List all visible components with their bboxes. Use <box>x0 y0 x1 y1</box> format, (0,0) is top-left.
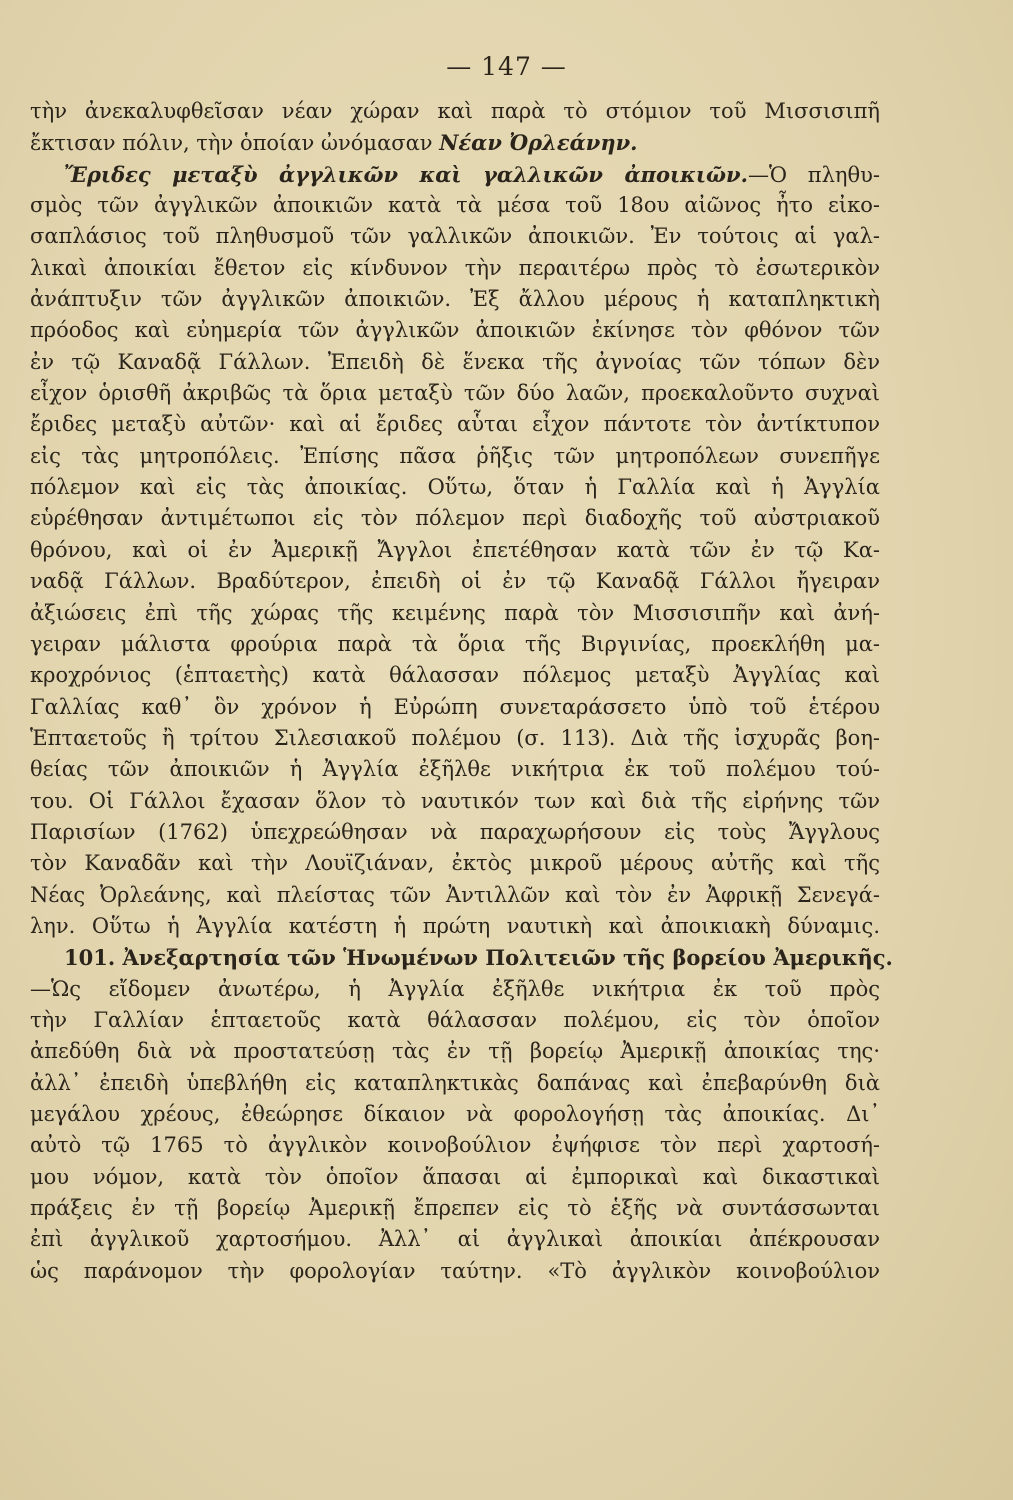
text-line <box>30 378 880 409</box>
line-text: ἀξιώσεις ἐπὶ τῆς χώρας τῆς κειμένης παρὰ τὸν Μισσισιπῆν καὶ ἀνή- <box>30 600 880 625</box>
text-line <box>30 786 880 817</box>
line-text: αὐτὸ τῷ 1765 τὸ ἀγγλικὸν κοινοβούλιον ἐψήφισε τὸν περὶ χαρτοσή- <box>30 1133 880 1158</box>
text-line <box>30 1256 880 1287</box>
line-text: μου νόμον, κατὰ τὸν ὁποῖον ἅπασαι αἱ ἐμπορικαὶ καὶ δικαστικαὶ <box>30 1164 880 1189</box>
line-text: του. Οἱ Γάλλοι ἔχασαν ὅλον τὸ ναυτικόν των καὶ διὰ τῆς εἰρήνης τῶν <box>30 788 880 813</box>
text-line <box>30 535 880 566</box>
line-text: ἐπὶ ἀγγλικοῦ χαρτοσήμου. Ἀλλ᾽ αἱ ἀγγλικαὶ ἀποικίαι ἀπέκρουσαν <box>30 1227 880 1252</box>
text-line <box>30 347 880 378</box>
line-text: ὡς παράνομον τὴν φορολογίαν ταύτην. «Τὸ ἀγγλικὸν κοινοβούλιον <box>30 1258 880 1283</box>
text-line <box>30 1036 880 1067</box>
text-line <box>30 880 880 911</box>
line-text: πόλεμον καὶ εἰς τὰς ἀποικίας. Οὕτω, ὅταν ἡ Γαλλία καὶ ἡ Ἀγγλία <box>30 475 880 500</box>
line-text: τὴν ἀνεκαλυφθεῖσαν νέαν χώραν καὶ παρὰ τὸ στόμιον τοῦ Μισσισιπῆ <box>30 99 880 123</box>
text-line <box>30 127 880 158</box>
line-text: σμὸς τῶν ἀγγλικῶν ἀποικιῶν κατὰ τὰ μέσα τοῦ 18ου αἰῶνος ἦτο εἰκο- <box>30 193 880 218</box>
line-text: ἀπεδύθη διὰ νὰ προστατεύσῃ τὰς ἐν τῇ βορείῳ Ἀμερικῇ ἀποικίας της· <box>30 1039 880 1064</box>
text-line <box>30 1162 880 1193</box>
line-text: λικαὶ ἀποικίαι ἔθετον εἰς κίνδυνον τὴν περαιτέρω πρὸς τὸ ἐσωτερικὸν <box>30 255 880 280</box>
text-line <box>30 1099 880 1130</box>
line-text: λην. Οὕτω ἡ Ἀγγλία κατέστη ἡ πρώτη ναυτικὴ καὶ ἀποικιακὴ δύναμις. <box>30 913 880 938</box>
text-line <box>30 817 880 848</box>
text-line <box>30 472 880 503</box>
line-text: θρόνου, καὶ οἱ ἐν Ἀμερικῇ Ἄγγλοι ἐπετέθησαν κατὰ τῶν ἐν τῷ Κα- <box>30 537 880 562</box>
text-line <box>30 723 880 754</box>
text-line <box>30 1193 880 1224</box>
line-text: θείας τῶν ἀποικιῶν ἡ Ἀγγλία ἐξῆλθε νικήτρια ἐκ τοῦ πολέμου τού- <box>30 757 880 782</box>
text-line <box>30 503 880 534</box>
heading-text: 101. Ἀνεξαρτησία τῶν Ἡνωμένων Πολιτειῶν τῆς βορείου Ἀμερικῆς. <box>64 945 893 971</box>
text-line <box>30 911 880 942</box>
text-line <box>30 848 880 879</box>
line-text: ἀλλ᾽ ἐπειδὴ ὑπεβλήθη εἰς καταπληκτικὰς δαπάνας καὶ ἐπεβαρύνθη διὰ <box>30 1070 880 1095</box>
line-text: τὸν Καναδᾶν καὶ τὴν Λουϊζιάναν, ἐκτὸς μικροῦ μέρους αὐτῆς καὶ τῆς <box>30 851 880 876</box>
text-line <box>30 974 880 1005</box>
line-text: Γαλλίας καθ᾽ ὃν χρόνον ἡ Εὐρώπη συνεταράσσετο ὑπὸ τοῦ ἑτέρου <box>30 694 880 719</box>
text-line <box>30 190 880 221</box>
text-line <box>30 660 880 691</box>
text-line <box>30 159 880 190</box>
line-text: τὴν Γαλλίαν ἑπταετοῦς κατὰ θάλασσαν πολέμου, εἰς τὸν ὁποῖον <box>30 1007 880 1032</box>
text-line <box>30 629 880 660</box>
text-line <box>30 1130 880 1161</box>
text-line <box>30 754 880 785</box>
line-text: ἐν τῷ Καναδᾷ Γάλλων. Ἐπειδὴ δὲ ἕνεκα τῆς ἀγνοίας τῶν τόπων δὲν <box>30 349 880 374</box>
text-line <box>30 598 880 629</box>
line-text: ἀνάπτυξιν τῶν ἀγγλικῶν ἀποικιῶν. Ἐξ ἄλλου μέρους ἡ καταπληκτικὴ <box>30 287 880 312</box>
line-text: —Ὁ πληθυ- <box>747 162 881 187</box>
line-text: γειραν μάλιστα φρούρια παρὰ τὰ ὅρια τῆς Βιργινίας, προεκλήθη μα- <box>30 631 880 656</box>
text-line <box>30 409 880 440</box>
body-text <box>30 96 893 1287</box>
text-line <box>30 1224 880 1255</box>
line-text: ναδᾷ Γάλλων. Βραδύτερον, ἐπειδὴ οἱ ἐν τῷ Καναδᾷ Γάλλοι ἤγειραν <box>30 569 880 594</box>
text-line <box>30 221 880 252</box>
text-line <box>30 284 880 315</box>
line-text: ἔριδες μεταξὺ αὐτῶν· καὶ αἱ ἔριδες αὗται εἶχον πάντοτε τὸν ἀντίκτυπον <box>30 412 880 437</box>
line-text: πρόοδος καὶ εὐημερία τῶν ἀγγλικῶν ἀποικιῶν ἐκίνησε τὸν φθόνον τῶν <box>30 318 880 343</box>
line-text: εὑρέθησαν ἀντιμέτωποι εἰς τὸν πόλεμον περὶ διαδοχῆς τοῦ αὐστριακοῦ <box>30 506 880 531</box>
text-line <box>30 96 880 127</box>
line-text: Παρισίων (1762) ὑπεχρεώθησαν νὰ παραχωρήσουν εἰς τοὺς Ἄγγλους <box>30 819 880 844</box>
text-line <box>30 1005 880 1036</box>
line-text: μεγάλου χρέους, ἐθεώρησε δίκαιον νὰ φορολογήσῃ τὰς ἀποικίας. Δι᾽ <box>30 1102 880 1126</box>
line-text: εἰς τὰς μητροπόλεις. Ἐπίσης πᾶσα ῥῆξις τῶν μητροπόλεων συνεπῆγε <box>30 443 880 468</box>
line-text: πράξεις ἐν τῇ βορείῳ Ἀμερικῇ ἔπρεπεν εἰς τὸ ἑξῆς νὰ συντάσσωνται <box>30 1196 880 1221</box>
emphasis-text: Νέαν Ὀρλεάνην. <box>439 130 638 156</box>
text-line <box>30 566 880 597</box>
text-line <box>30 1068 880 1099</box>
line-text: κροχρόνιος (ἑπταετὴς) κατὰ θάλασσαν πόλεμος μεταξὺ Ἀγγλίας καὶ <box>30 663 880 688</box>
line-text: Ἑπταετοῦς ἢ τρίτου Σιλεσιακοῦ πολέμου (σ. 113). Διὰ τῆς ἰσχυρᾶς βοη- <box>30 725 880 750</box>
line-text: ἔκτισαν πόλιν, τὴν ὁποίαν ὠνόμασαν <box>30 131 440 156</box>
text-line <box>30 315 880 346</box>
line-text: σαπλάσιος τοῦ πληθυσμοῦ τῶν γαλλικῶν ἀποικιῶν. Ἐν τούτοις αἱ γαλ- <box>30 224 880 249</box>
text-line <box>30 441 880 472</box>
page-number: — 147 — <box>446 52 567 81</box>
line-text: —Ὡς εἴδομεν ἀνωτέρω, ἡ Ἀγγλία ἐξῆλθε νικήτρια ἐκ τοῦ πρὸς <box>30 976 880 1001</box>
text-line <box>30 692 880 723</box>
line-text: Νέας Ὀρλεάνης, καὶ πλείστας τῶν Ἀντιλλῶν καὶ τὸν ἐν Ἀφρικῇ Σενεγά- <box>30 882 880 907</box>
text-line <box>30 253 880 284</box>
line-text: εἶχον ὁρισθῆ ἀκριβῶς τὰ ὅρια μεταξὺ τῶν δύο λαῶν, προεκαλοῦντο συχναὶ <box>30 381 880 406</box>
emphasis-text: Ἔριδες μεταξὺ ἀγγλικῶν καὶ γαλλικῶν ἀποικιῶν. <box>64 161 748 187</box>
section-heading <box>30 942 893 973</box>
